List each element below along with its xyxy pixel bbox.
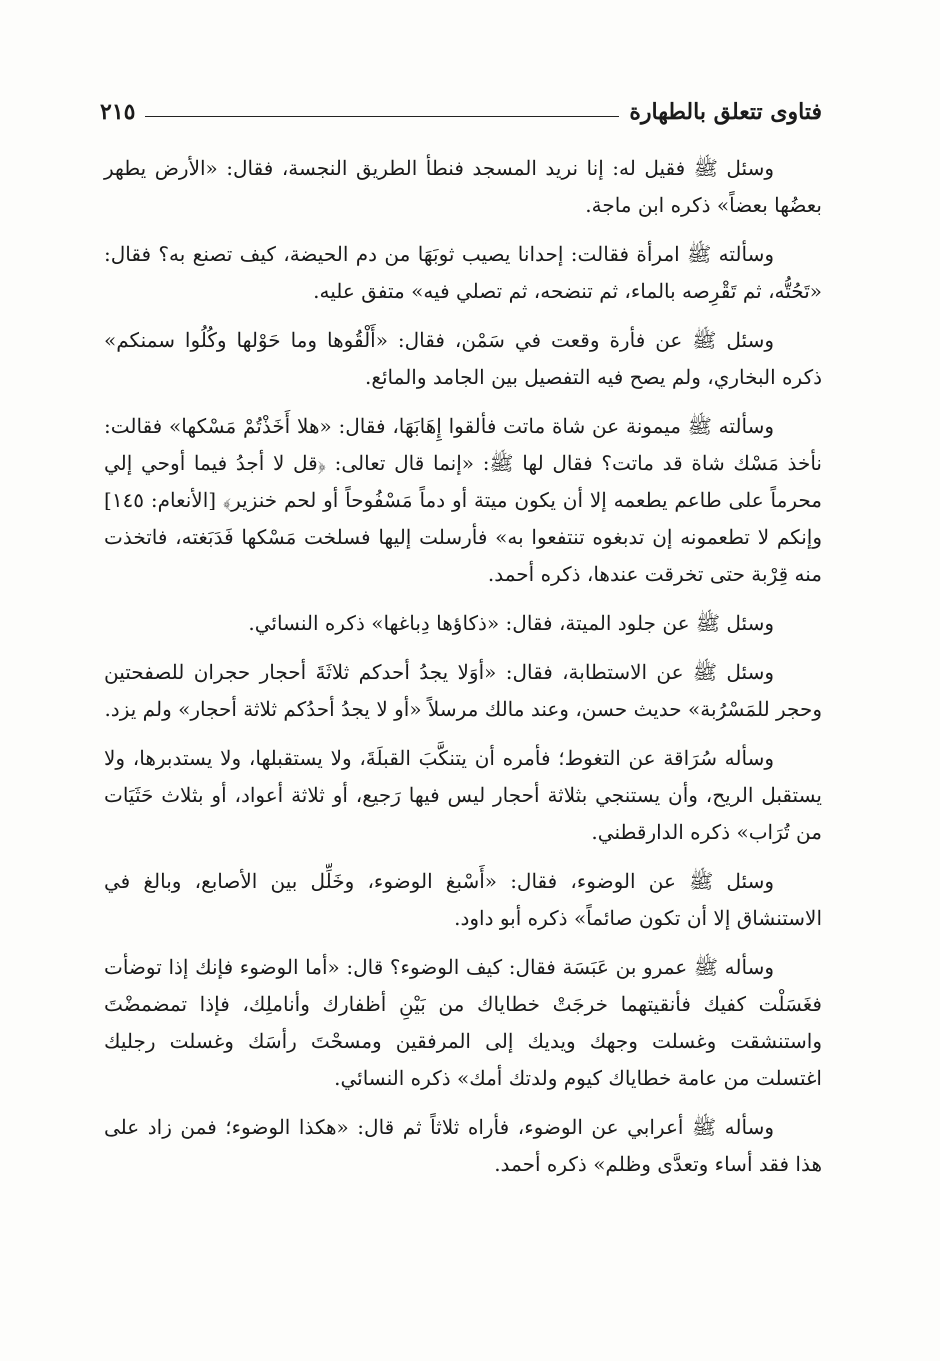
page-body: [104, 150, 822, 1195]
header-rule: [145, 116, 619, 117]
paragraph: وسئل ﷺ عن الوضوء، فقال: «أَسْبغ الوضوء، وخَلِّل بين الأصابع، وبالغ في الاستنشاق إلا أن تكون صائماً» ذكره أبو داود.: [104, 869, 822, 930]
paragraph: وسأله سُرَاقة عن التغوط؛ فأمره أن يتنكَّبَ القبلَةَ، ولا يستقبلها، ولا يستدبرها، ولا يستقبل الريح، وأن يستنجي بثلاثة أحجار ليس فيها رَجيع، أو ثلاثة أعواد، أو بثلاث حَثَيَات من تُرَاب» ذكره الدارقطني.: [104, 746, 822, 844]
running-title: فتاوى تتعلق بالطهارة: [629, 99, 822, 125]
page-number: ٢١٥: [100, 99, 136, 125]
paragraph: وسئل ﷺ عن فأرة وقعت في سَمْن، فقال: «أَلْقُوها وما حَوْلها وكُلُوا سمنكم» ذكره البخاري، ولم يصح فيه التفصيل بين الجامد والمائع.: [104, 328, 822, 389]
paragraph: وسألته ﷺ ميمونة عن شاة ماتت فألقوا إِهَابَهَا، فقال: «هلا أَخَذْتُمْ مَسْكها» فقالت: نأخذ مَسْك شاة قد ماتت؟ فقال لها ﷺ: «إنما قال تعالى: ﴿قل لا أجدُ فيما أوحي إلي محرماً على طاعم يطعمه إلا أن يكون ميتة أو دماً مَسْفُوحاً أو لحم خنزير﴾ [الأنعام: ١٤٥] وإنكم لا تطعمونه إن تدبغوه تنتفعوا به» فأرسلت إليها فسلخت مَسْكها فَدَبَغته، فاتخذت منه قِرْبة حتى تخرقت عندها، ذكره أحمد.: [104, 414, 822, 586]
paragraph: وسئل ﷺ عن جلود الميتة، فقال: «ذكاؤها دِباغها» ذكره النسائي.: [248, 611, 774, 635]
paragraph: وسأله ﷺ عمرو بن عَبَسَة فقال: كيف الوضوء؟ قال: «أما الوضوء فإنك إذا توضأت فغَسَلْت كفيك فأنقيتهما خرجَتْ خطاياك من بَيْنِ أظفارك وأناملِك، فإذا تمضمضْتَ واستنشقت وغسلت وجهك ويديك إلى المرفقين ومسحْتَ رأسَك وغسلت رجليك اغتسلت من عامة خطاياك كيوم ولدتك أمك» ذكره النسائي.: [104, 955, 822, 1090]
paragraph: وسئل ﷺ فقيل له: إنا نريد المسجد فنطأ الطريق النجسة، فقال: «الأرض يطهر بعضُها بعضاً» ذكره ابن ماجة.: [104, 156, 822, 217]
paragraph: وسئل ﷺ عن الاستطابة، فقال: «أوَلا يجدُ أحدكم ثلاثَةَ أحجار حجران للصفحتين وحجر للمَسْرُبة» حديث حسن، وعند مالك مرسلاً «أو لا يجدُ أحدُكم ثلاثة أحجار» ولم يزد.: [104, 660, 822, 721]
paragraph: وسألته ﷺ امرأة فقالت: إحدانا يصيب ثوبَهَا من دم الحيضة، كيف تصنع به؟ فقال: «تَحُتُّه، ثم تَقْرِصه بالماء، ثم تنضحه، ثم تصلي فيه» متفق عليه.: [104, 242, 822, 303]
paragraph: وسأله ﷺ أعرابي عن الوضوء، فأراه ثلاثاً ثم قال: «هكذا الوضوء؛ فمن زاد على هذا فقد أساء وتعدَّى وظلم» ذكره أحمد.: [104, 1115, 822, 1176]
page-header: [100, 92, 822, 132]
